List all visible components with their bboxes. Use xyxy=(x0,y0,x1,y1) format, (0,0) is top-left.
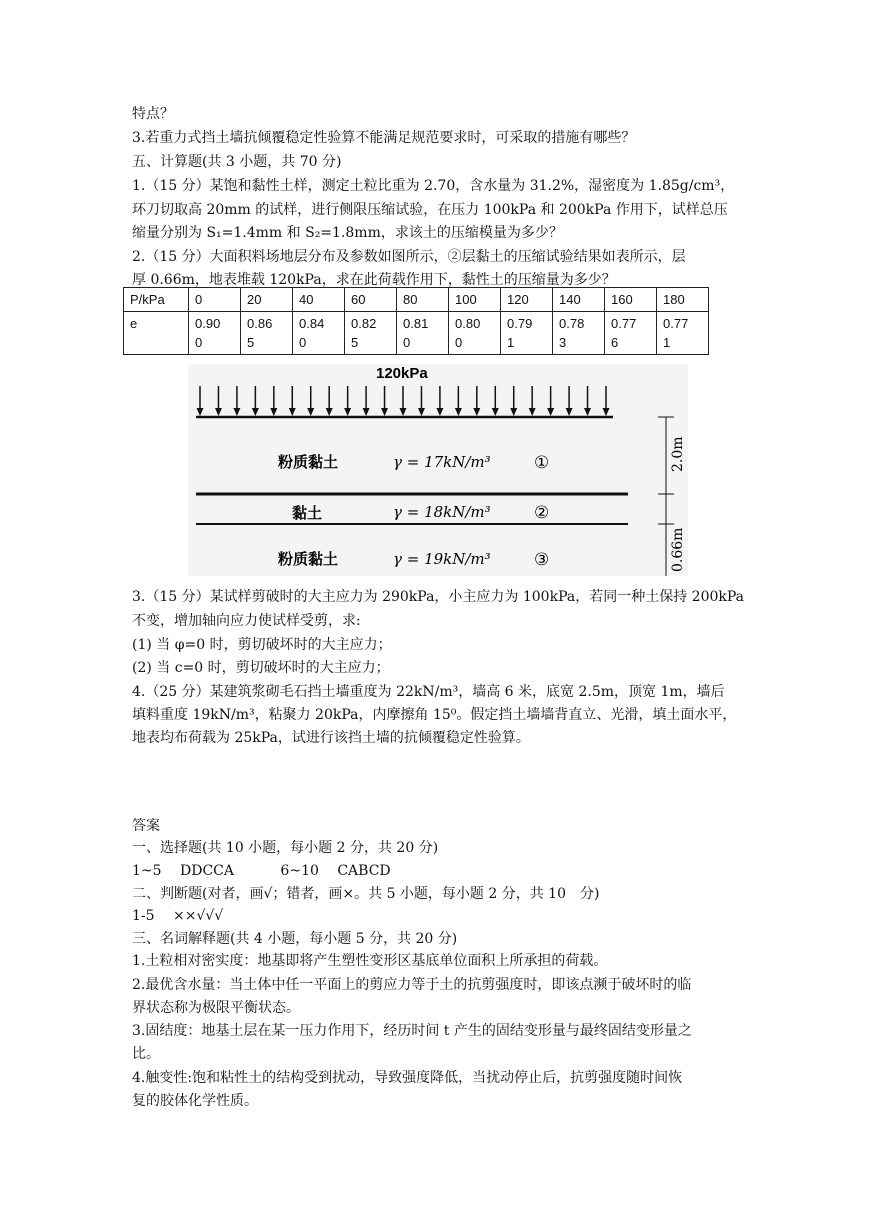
table-cell: 180 xyxy=(657,288,709,312)
layer3-number: ③ xyxy=(534,550,550,570)
cell-text: e xyxy=(130,316,138,331)
layer1-number: ① xyxy=(534,453,550,473)
table-cell xyxy=(449,312,501,355)
cell-text: 0 xyxy=(455,335,463,350)
table-cell xyxy=(293,312,345,355)
table-cell xyxy=(241,312,293,355)
cell-text: 5 xyxy=(351,335,359,350)
table-cell: P/kPa xyxy=(124,288,189,312)
table-cell: 0 xyxy=(189,288,241,312)
text-line: 3.（15 分）某试样剪破时的大主应力为 290kPa，小主应力为 100kPa，若同一种土保持 200kPa xyxy=(132,589,744,605)
layer1-gamma: γ = 17kN/m³ xyxy=(393,453,491,471)
table-row xyxy=(124,288,709,312)
cell-text: 0.77 xyxy=(663,316,689,331)
cell-text: 0.77 xyxy=(611,316,637,331)
section-heading: 五、计算题(共 3 小题，共 70 分) xyxy=(132,154,342,170)
layer2-gamma: γ = 18kN/m³ xyxy=(393,503,491,521)
table-cell xyxy=(553,312,605,355)
answer-line: 2.最优含水量：当土体中任一平面上的剪应力等于土的抗剪强度时，即该点濒于破坏时的临 xyxy=(132,977,692,993)
text-line: 厚 0.66m，地表堆载 120kPa，求在此荷载作用下，黏性土的压缩量为多少？ xyxy=(132,272,616,288)
cell-text: 0 xyxy=(403,335,411,350)
answer-line: 3.固结度：地基土层在某一压力作用下，经历时间 t 产生的固结变形量与最终固结变形量之 xyxy=(132,1023,692,1039)
text-line: 填料重度 19kN/m³，粘聚力 20kPa，内摩擦角 15⁰。假定挡土墙墙背直立、光滑，填土面水平， xyxy=(132,707,737,723)
cell-text: 0.86 xyxy=(247,316,273,331)
answers-heading: 答案 xyxy=(132,818,160,834)
text-line: 地表均布荷载为 25kPa，试进行该挡土墙的抗倾覆稳定性验算。 xyxy=(132,730,530,746)
section-heading: 三、名词解释题(共 4 小题，每小题 5 分，共 20 分) xyxy=(132,931,458,947)
text-line: (1) 当 φ=0 时，剪切破坏时的大主应力； xyxy=(132,637,392,653)
table-cell: 80 xyxy=(397,288,449,312)
cell-text: 0 xyxy=(299,335,307,350)
text-line: 特点？ xyxy=(132,106,174,122)
layer1-name: 粉质黏土 xyxy=(278,453,339,471)
text-line: 环刀切取高 20mm 的试样，进行侧限压缩试验，在压力 100kPa 和 200kPa 作用下，试样总压 xyxy=(132,202,728,218)
table-row xyxy=(124,312,709,355)
table-cell xyxy=(189,312,241,355)
table-cell: 40 xyxy=(293,288,345,312)
cell-text: 0.79 xyxy=(507,316,533,331)
cell-text: 0.78 xyxy=(559,316,585,331)
layer3-name: 粉质黏土 xyxy=(278,550,339,568)
layer2-name: 黏土 xyxy=(292,504,323,522)
answer-line: 复的胶体化学性质。 xyxy=(132,1093,258,1109)
text-line: 不变，增加轴向应力使试样受剪，求: xyxy=(132,613,361,629)
table-cell xyxy=(657,312,709,355)
cell-text: 0.84 xyxy=(299,316,325,331)
dimension-label-2m: 2.0m xyxy=(670,436,686,472)
load-label: 120kPa xyxy=(376,365,428,382)
table-cell: 160 xyxy=(605,288,657,312)
section-heading: 一、选择题(共 10 小题，每小题 2 分，共 20 分) xyxy=(132,840,439,856)
cell-text: 0 xyxy=(195,335,203,350)
cell-text: 0.90 xyxy=(195,316,221,331)
cell-text: 1 xyxy=(663,335,671,350)
text-line: 2.（15 分）大面积料场地层分布及参数如图所示，②层黏土的压缩试验结果如表所示，层 xyxy=(132,249,686,265)
table-cell xyxy=(124,312,189,355)
table-cell: 60 xyxy=(345,288,397,312)
table-cell xyxy=(605,312,657,355)
answer-line: 界状态称为极限平衡状态。 xyxy=(132,1000,300,1016)
answer-line: 4.触变性:饱和粘性土的结构受到扰动，导致强度降低，当扰动停止后，抗剪强度随时间恢 xyxy=(132,1070,683,1086)
cell-text: 5 xyxy=(247,335,255,350)
text-line: 1.（15 分）某饱和黏性土样，测定土粒比重为 2.70，含水量为 31.2%，湿密度为 1.85g/cm³， xyxy=(132,178,735,194)
cell-text: 1 xyxy=(507,335,515,350)
soil-layer-diagram xyxy=(188,364,688,576)
layer2-number: ② xyxy=(534,503,550,523)
dimension-label-066m: 0.66m xyxy=(670,527,686,572)
cell-text: 0.80 xyxy=(455,316,481,331)
compression-test-table xyxy=(123,287,709,355)
answer-line: 1.土粒相对密实度：地基即将产生塑性变形区基底单位面积上所承担的荷载。 xyxy=(132,953,608,969)
text-line: 3.若重力式挡土墙抗倾覆稳定性验算不能满足规范要求时，可采取的措施有哪些？ xyxy=(132,130,636,146)
cell-text: 3 xyxy=(559,335,567,350)
answer-line: 1-5 ××√√√ xyxy=(132,908,224,924)
cell-text: 0.81 xyxy=(403,316,429,331)
answer-line: 比。 xyxy=(132,1046,160,1062)
layer3-gamma: γ = 19kN/m³ xyxy=(393,550,491,568)
cell-text: 0.82 xyxy=(351,316,377,331)
text-line: (2) 当 c=0 时，剪切破坏时的大主应力； xyxy=(132,660,390,676)
table-cell xyxy=(397,312,449,355)
table-cell: 140 xyxy=(553,288,605,312)
section-heading: 二、判断题(对者，画√；错者，画×。共 5 小题，每小题 2 分，共 10 分) xyxy=(132,886,600,902)
table-cell: 120 xyxy=(501,288,553,312)
table-cell xyxy=(345,312,397,355)
text-line: 缩量分别为 S₁=1.4mm 和 S₂=1.8mm，求该土的压缩模量为多少？ xyxy=(132,225,563,241)
answer-line: 1~5 DDCCA 6~10 CABCD xyxy=(132,863,391,879)
text-line: 4.（25 分）某建筑浆砌毛石挡土墙重度为 22kN/m³，墙高 6 米，底宽 2.5m，顶宽 1m，墙后 xyxy=(132,684,725,700)
table-cell: 100 xyxy=(449,288,501,312)
cell-text: 6 xyxy=(611,335,619,350)
table-cell xyxy=(501,312,553,355)
table-cell: 20 xyxy=(241,288,293,312)
